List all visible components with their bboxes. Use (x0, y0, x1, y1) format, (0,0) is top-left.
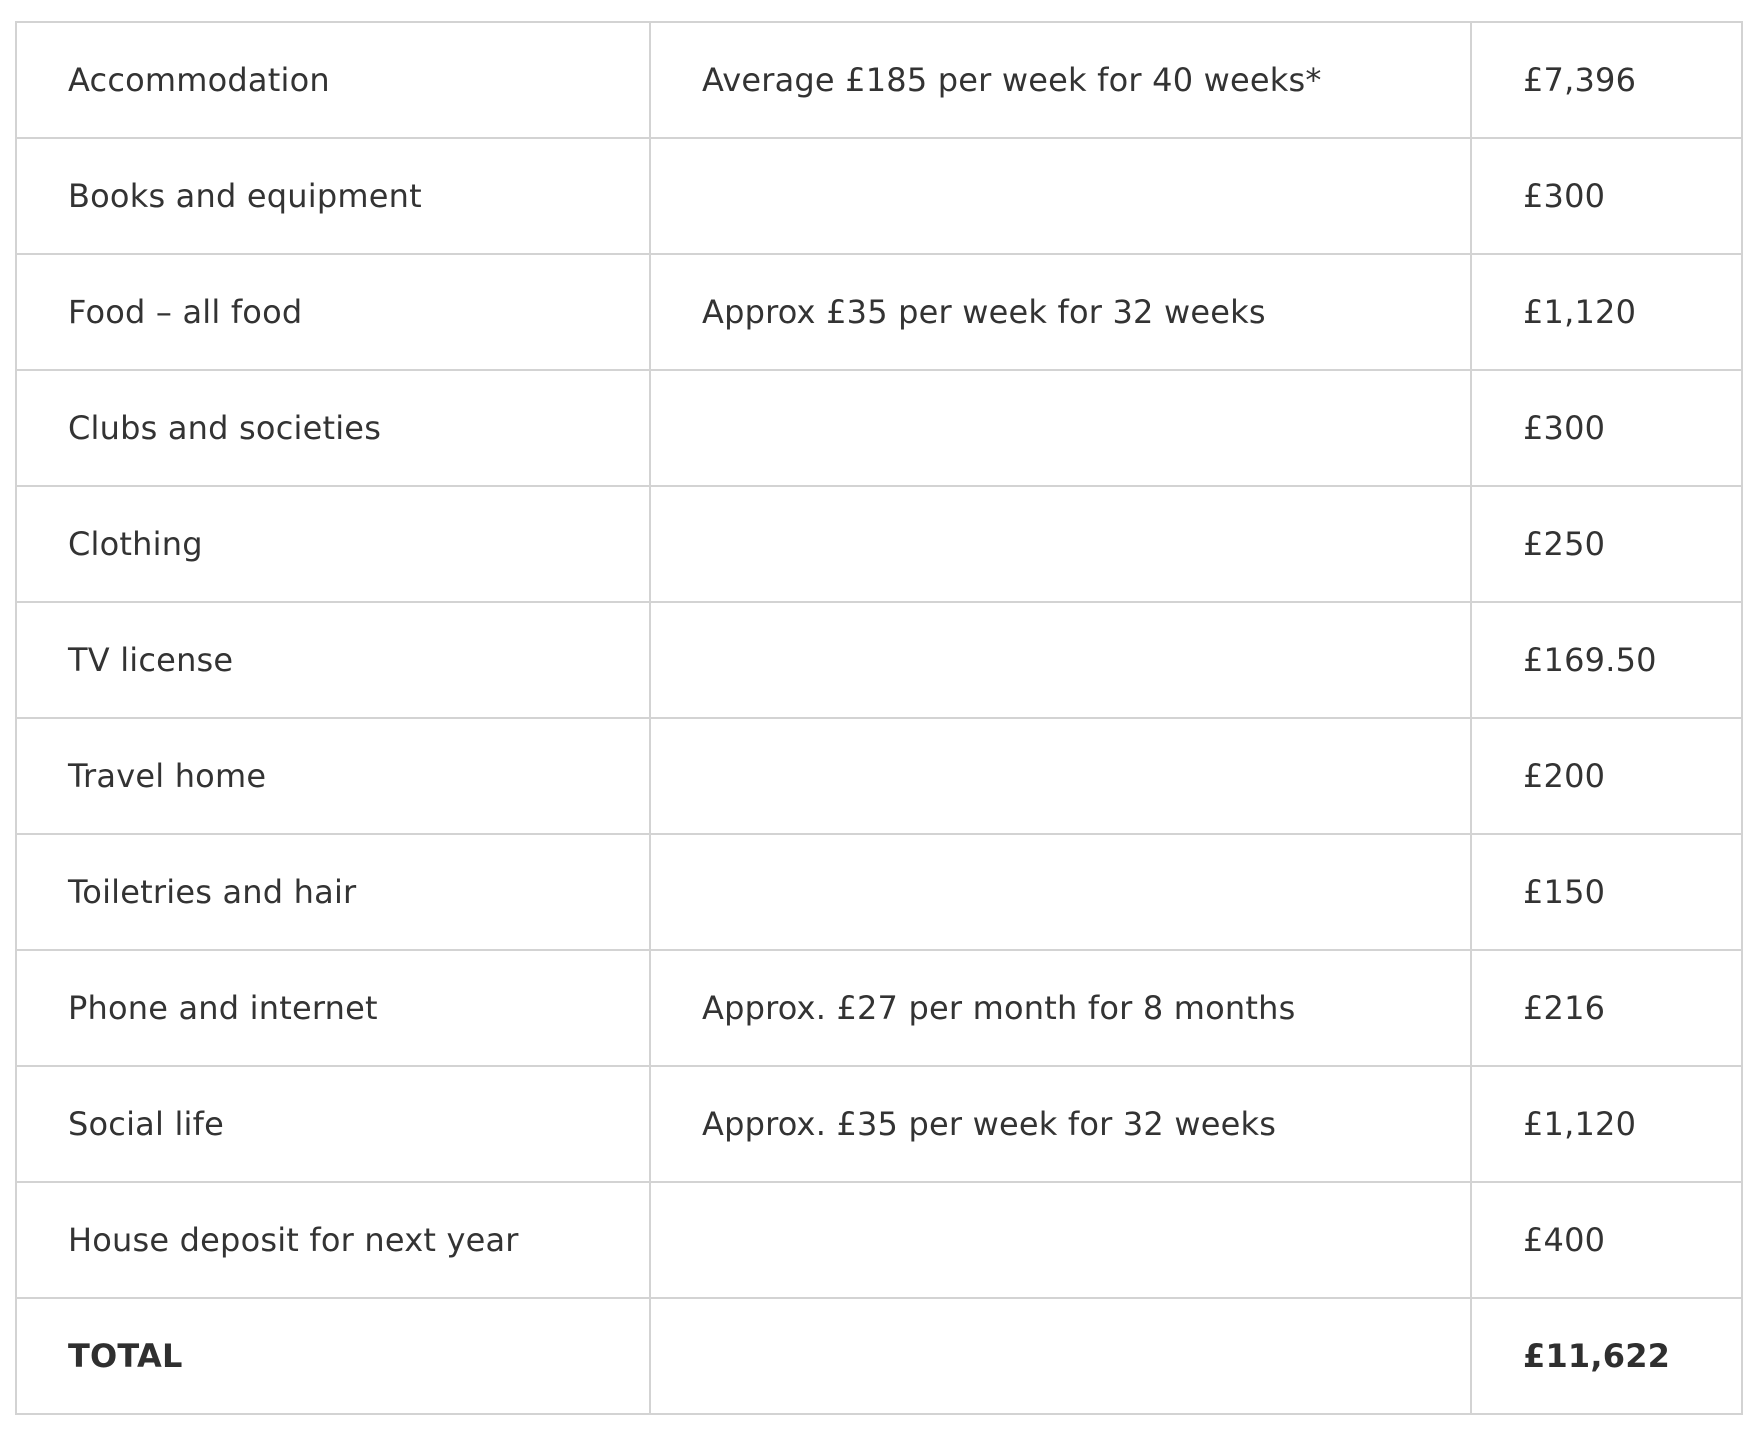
cost-table-container (15, 21, 1743, 1415)
item-cell: House deposit for next year (16, 1182, 650, 1298)
item-cell: Toiletries and hair (16, 834, 650, 950)
table-row (16, 602, 1742, 718)
note-cell: Approx. £35 per week for 32 weeks (650, 1066, 1471, 1182)
total-amount: £11,622 (1471, 1298, 1742, 1414)
note-cell: Approx. £27 per month for 8 months (650, 950, 1471, 1066)
table-row (16, 950, 1742, 1066)
item-cell: Travel home (16, 718, 650, 834)
item-cell: Clubs and societies (16, 370, 650, 486)
item-cell: Phone and internet (16, 950, 650, 1066)
table-row (16, 1182, 1742, 1298)
note-cell (650, 370, 1471, 486)
table-row (16, 486, 1742, 602)
item-cell: Social life (16, 1066, 650, 1182)
table-row (16, 718, 1742, 834)
amount-cell: £300 (1471, 370, 1742, 486)
table-row (16, 138, 1742, 254)
amount-cell: £216 (1471, 950, 1742, 1066)
table-row (16, 254, 1742, 370)
amount-cell: £150 (1471, 834, 1742, 950)
table-row (16, 834, 1742, 950)
note-cell (650, 718, 1471, 834)
total-row (16, 1298, 1742, 1414)
note-cell (650, 602, 1471, 718)
table-row (16, 370, 1742, 486)
amount-cell: £300 (1471, 138, 1742, 254)
note-cell: Approx £35 per week for 32 weeks (650, 254, 1471, 370)
cost-table (15, 21, 1743, 1415)
note-cell (650, 486, 1471, 602)
total-note-cell (650, 1298, 1471, 1414)
amount-cell: £1,120 (1471, 254, 1742, 370)
total-label: TOTAL (16, 1298, 650, 1414)
item-cell: Food – all food (16, 254, 650, 370)
amount-cell: £1,120 (1471, 1066, 1742, 1182)
item-cell: TV license (16, 602, 650, 718)
item-cell: Accommodation (16, 22, 650, 138)
note-cell: Average £185 per week for 40 weeks* (650, 22, 1471, 138)
amount-cell: £7,396 (1471, 22, 1742, 138)
amount-cell: £200 (1471, 718, 1742, 834)
amount-cell: £169.50 (1471, 602, 1742, 718)
amount-cell: £400 (1471, 1182, 1742, 1298)
item-cell: Clothing (16, 486, 650, 602)
note-cell (650, 138, 1471, 254)
note-cell (650, 1182, 1471, 1298)
table-row (16, 1066, 1742, 1182)
table-row (16, 22, 1742, 138)
item-cell: Books and equipment (16, 138, 650, 254)
note-cell (650, 834, 1471, 950)
amount-cell: £250 (1471, 486, 1742, 602)
